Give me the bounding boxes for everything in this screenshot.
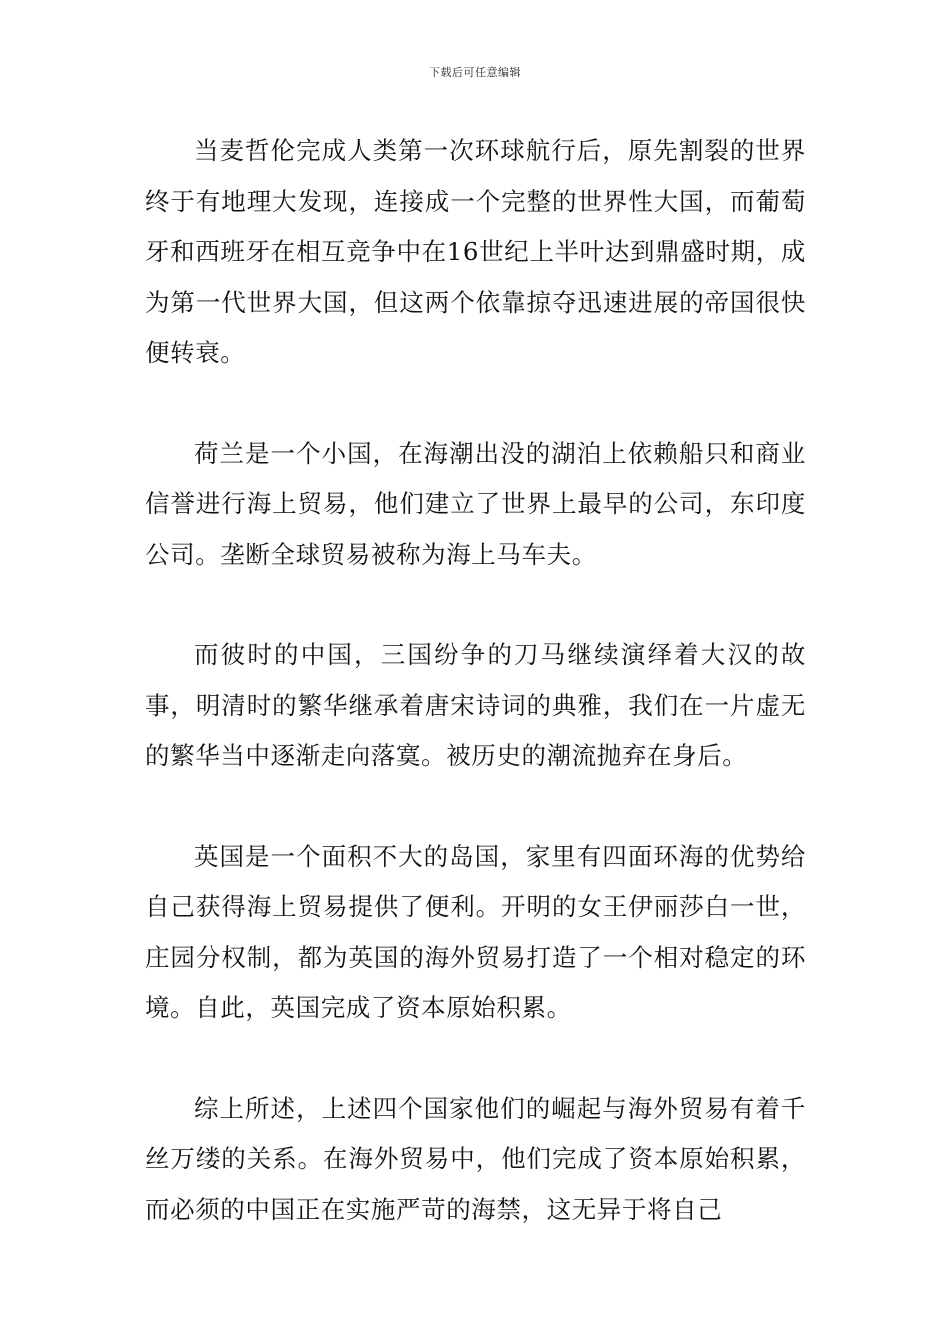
paragraph-china: 而彼时的中国，三国纷争的刀马继续演绎着大汉的故事，明清时的繁华继承着唐宋诗词的典雅，我们在一片虚无的繁华当中逐渐走向落寞。被历史的潮流抛弃在身后。	[145, 640, 806, 770]
paragraph-netherlands: 荷兰是一个小国，在海潮出没的湖泊上依赖船只和商业信誉进行海上贸易，他们建立了世界上最早的公司，东印度公司。垄断全球贸易被称为海上马车夫。	[145, 438, 806, 569]
paragraph-magellan: 当麦哲伦完成人类第一次环球航行后，原先割裂的世界终于有地理大发现，连接成一个完整的世界性大国，而葡萄牙和西班牙在相互竞争中在16世纪上半叶达到鼎盛时期，成为第一代世界大国，但这两个依靠掠夺迅速进展的帝国很快便转衰。	[145, 136, 806, 367]
page-header: 下载后可任意编辑	[429, 66, 521, 79]
paragraph-england: 英国是一个面积不大的岛国，家里有四面环海的优势给自己获得海上贸易提供了便利。开明的女王伊丽莎白一世，庄园分权制，都为英国的海外贸易打造了一个相对稳定的环境。自此，英国完成了资本原始积累。	[145, 841, 806, 1022]
document-body	[145, 126, 806, 1285]
paragraph-summary: 综上所述，上述四个国家他们的崛起与海外贸易有着千丝万缕的关系。在海外贸易中，他们完成了资本原始积累，而必须的中国正在实施严苛的海禁，这无异于将自己	[145, 1093, 806, 1224]
